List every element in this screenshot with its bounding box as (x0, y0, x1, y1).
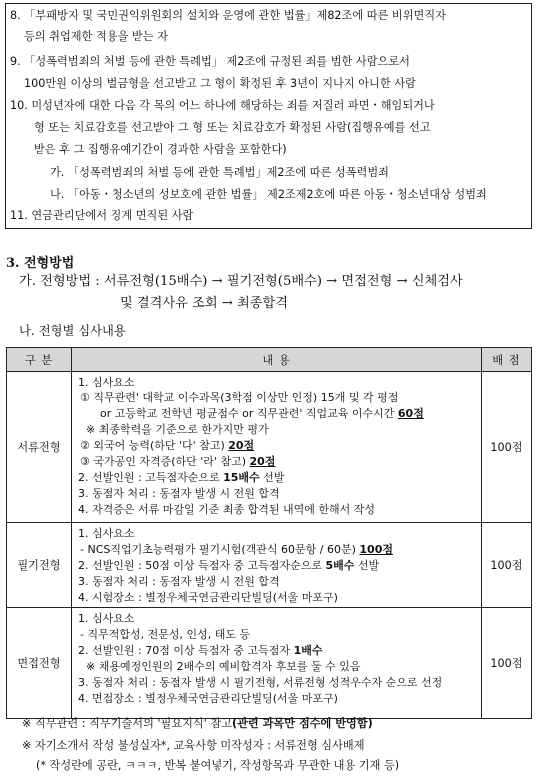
content-line: or 고등학교 전학년 평균점수 or 직무관련' 직업교육 이수시간 60점 (100, 407, 424, 420)
content-line: 3. 동점자 처리 : 동점자 발생 시 전원 합격 (78, 487, 280, 500)
list-item: 형 또는 치료감호를 선고받아 그 형 또는 치료감호가 확정된 사람(집행유예를 선고 (34, 121, 431, 134)
list-item: 9. 「성폭력범죄의 처벌 등에 관한 특례법」 제2조에 규정된 죄를 범한 사람으로서 (10, 55, 410, 68)
content-line: ※ 최종학력을 기준으로 한가지만 평가 (86, 423, 269, 436)
list-item: 받은 후 그 집행유예기간이 경과한 사람을 포함한다) (34, 143, 287, 156)
list-item: 11. 연금관리단에서 징계 면직된 사람 (10, 209, 194, 222)
table-row (7, 372, 532, 523)
content-line: 1. 심사요소 (78, 612, 135, 625)
header-content: 내 용 (72, 348, 482, 372)
header-score: 배 점 (482, 348, 532, 372)
list-item: 100만원 이상의 벌금형을 선고받고 그 형이 확정된 후 3년이 지나지 아니한 사람 (24, 77, 416, 90)
row-category: 서류전형 (7, 372, 72, 523)
sub-title: 나. 전형별 심사내용 (19, 324, 126, 338)
table-row (7, 523, 532, 608)
content-line: 3. 동점자 처리 : 동점자 발생 시 전원 합격 (78, 575, 280, 588)
content-line: 1. 심사요소 (78, 376, 135, 389)
content-line: ② 외국어 능력(하단 '다' 참고) 20점 (80, 439, 255, 452)
row-score: 100점 (482, 523, 532, 608)
row-content (72, 608, 482, 719)
content-line: 1. 심사요소 (78, 527, 135, 540)
content-line: 2. 선발인원 : 70점 이상 득점자 중 고득점자 1배수 (78, 644, 323, 657)
screening-table (6, 347, 532, 719)
content-line: 4. 자격증은 서류 마감일 기준 최종 합격된 내역에 한해서 작성 (78, 503, 375, 516)
method-line-2: 및 결격사유 조회 → 최종합격 (120, 296, 288, 311)
table-header-row (7, 348, 532, 372)
list-item: 가. 「성폭력범죄의 처벌 등에 관한 특례법」제2조에 따른 성폭력범죄 (50, 166, 389, 179)
content-line: 2. 선발인원 : 50점 이상 득점자 중 고득점자순으로 5배수 선발 (78, 559, 380, 572)
content-line: 3. 동점자 처리 : 동점자 발생 시 필기전형, 서류전형 성적우수자 순으로 선정 (78, 676, 443, 689)
section-title: 3. 전형방법 (6, 256, 75, 271)
footnote-1: ※ 직무관련 : 직무기술서의 '필요지식' 참고(관련 과목만 점수에 반영함) (22, 717, 373, 730)
list-item: 10. 미성년자에 대한 다음 각 목의 어느 하나에 해당하는 죄를 저질러 파면・해임되거나 (10, 99, 435, 112)
row-category: 필기전형 (7, 523, 72, 608)
row-content (72, 372, 482, 523)
content-line: ※ 채용예정인원의 2배수의 예비합격자 후보를 둘 수 있음 (86, 660, 361, 673)
method-line-1: 가. 전형방법 : 서류전형(15배수) → 필기전형(5배수) → 면접전형 → 신체검사 (19, 274, 463, 289)
content-line: - NCS직업기초능력평가 필기시험(객관식 60문항 / 60분) 100점 (80, 543, 393, 556)
content-line: 4. 면접장소 : 별정우체국연금관리단빌딩(서울 마포구) (78, 692, 338, 705)
content-line: 2. 선발인원 : 고득점자순으로 15배수 선발 (78, 471, 285, 484)
row-score: 100점 (482, 372, 532, 523)
list-item: 등의 취업제한 적용을 받는 자 (24, 30, 168, 43)
footnote-3: (* 작성란에 공란, ㅋㅋㅋ, 반복 붙여넣기, 작성항목과 무관한 내용 기재 등) (36, 759, 400, 772)
row-category: 면접전형 (7, 608, 72, 719)
list-item: 8. 「부패방지 및 국민권익위원회의 설치와 운영에 관한 법률」제82조에 따른 비위면직자 (10, 9, 446, 22)
content-line: ③ 국가공인 자격증(하단 '라' 참고) 20점 (80, 455, 276, 468)
content-line: ① 직무관련' 대학교 이수과목(3학점 이상만 인정) 15개 및 각 평점 (80, 391, 399, 404)
table-row (7, 608, 532, 719)
content-line: 4. 시험장소 : 별정우체국연금관리단빌딩(서울 마포구) (78, 591, 338, 604)
header-category: 구 분 (7, 348, 72, 372)
row-content (72, 523, 482, 608)
content-line: - 직무적합성, 전문성, 인성, 태도 등 (80, 628, 251, 641)
list-item: 나. 「아동・청소년의 성보호에 관한 법률」 제2조제2호에 따른 아동・청소년대상 성범죄 (50, 188, 487, 201)
row-score: 100점 (482, 608, 532, 719)
footnote-2: ※ 자기소개서 작성 불성실자*, 교육사항 미작성자 : 서류전형 심사배제 (22, 739, 365, 752)
